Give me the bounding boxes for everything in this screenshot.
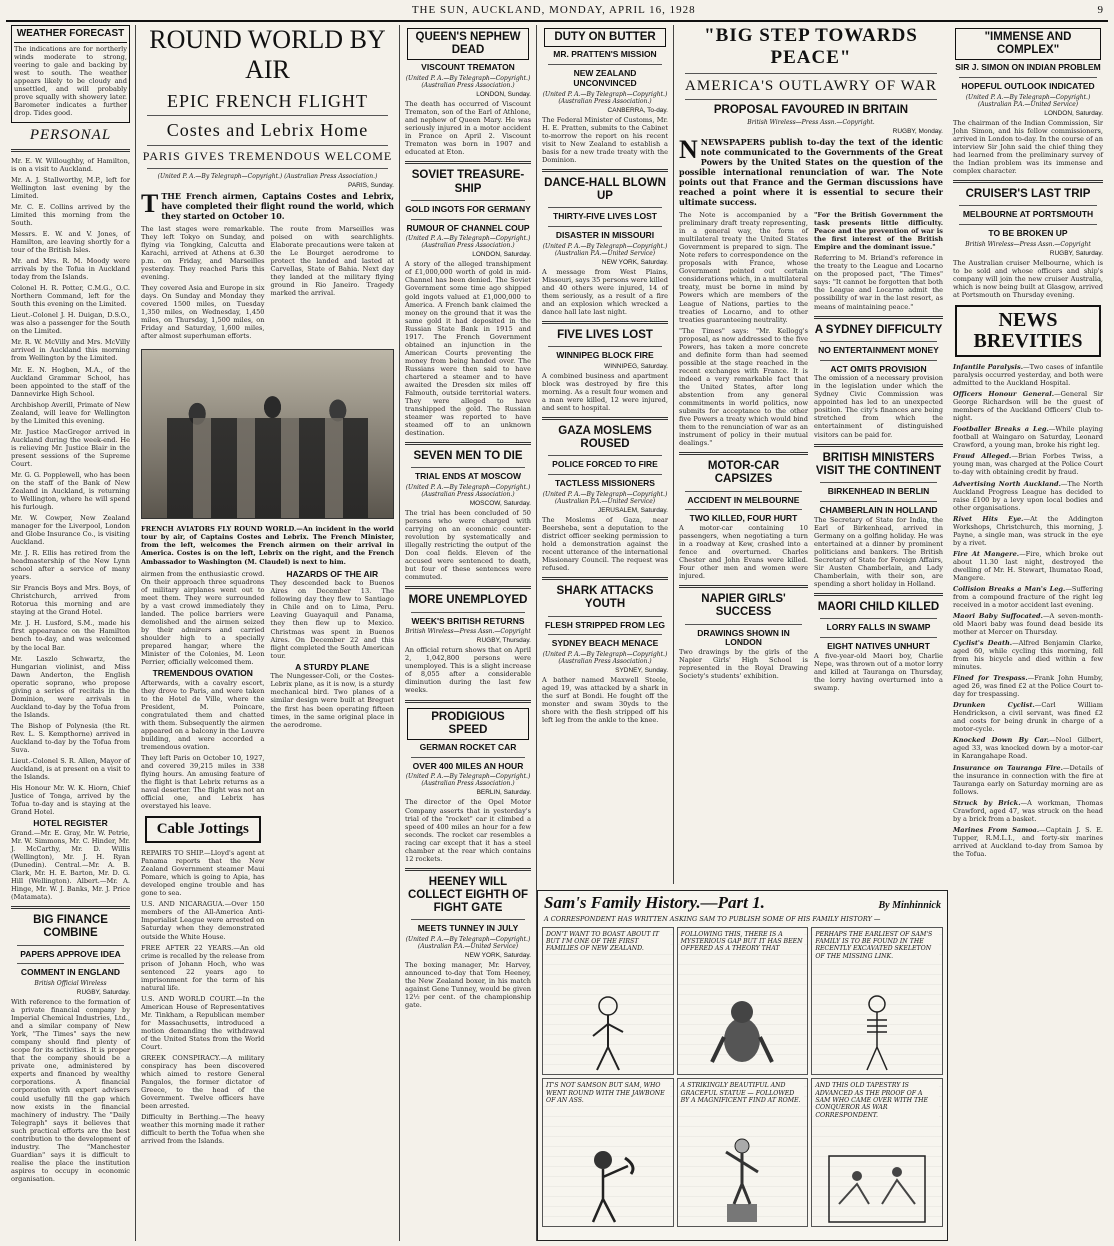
subhead: GERMAN ROCKET CAR xyxy=(419,741,517,752)
article-text: A motor-car containing 10 passengers, when negotiating a turn in a roadway at Kew, crashed into a fence and overturned. Charles Chester and John Evans were killed. Four other men and women were injured. xyxy=(679,524,808,581)
brevity-title: Knocked Down By Car. xyxy=(953,736,1050,745)
subhead: TACTLESS MISSIONERS xyxy=(555,478,655,489)
personal-item: Archbishop Averill, Primate of New Zealand, will leave for Wellington by the Limited this evening. xyxy=(11,400,130,425)
dateline: NEW YORK, Saturday. xyxy=(601,258,668,266)
subhead: DRAWINGS SHOWN IN LONDON xyxy=(697,627,790,648)
finance-dateline: RUGBY, Saturday. xyxy=(76,989,130,997)
credit: (United P. A.—By Telegraph—Copyright.) (Australian P.A.—United Service) xyxy=(542,490,668,505)
headline-prodigious-speed: PRODIGIOUS SPEED xyxy=(407,708,529,740)
credit: (United P. A.—By Telegraph—Copyright.) (Australian P.A.—United Service) xyxy=(405,936,531,951)
subhead: POLICE FORCED TO FIRE xyxy=(552,459,658,470)
flight-para: The route from Marseilles was poised on with searchlights. Elaborate precautions were taken at the Le Bourget aerodrome to protect the landed and lasted at Carvellas, State of Bahia. Next day they landed at the military flying ground in Rio Janeiro. Tragedy marked the arrival. xyxy=(270,224,394,298)
brevity-item xyxy=(953,585,1103,609)
personal-item: Lieut.-Colonel J. H. Duigan, D.S.O., was also a passenger for the South on the Limited. xyxy=(11,311,130,336)
headline-round-world: ROUND WORLD BY AIR xyxy=(149,25,386,84)
brevity-title: Footballer Breaks a Leg. xyxy=(953,425,1049,434)
brevity-title: Fraud Alleged. xyxy=(953,452,1012,461)
subhead-ovation: TREMENDOUS OVATION xyxy=(152,667,253,678)
article-text: A story of the alleged transhipment of £1,000,000 worth of gold in mid-Channel has been denied. The Soviet Government some time ago shipped gold ingots valued at £1,000,000 to America. A French bank claimed the money on the ground that it was the same gold it had deposited in the Russian State Bank in 1915 and 1917. The French Government obtained an injunction in the American Courts preventing the money from being handed over. The Russians were then said to have chartered a steamer and to have awaited the Dresden six miles off Falmouth, outside territorial waters. They were alleged to have transhipped the gold. The Russian steamer was reported to have steamed off to an unknown destination. xyxy=(405,260,531,438)
finance-credit: British Official Wireless xyxy=(34,980,107,988)
subhead: WEEK'S BRITISH RETURNS xyxy=(411,615,525,626)
article-text: "For the British Government the task presents little difficulty. Peace and the prevention of war is the first interest of the British Empire and the dominant issue." xyxy=(814,211,943,252)
personal-item: Lieut.-Colonel S. R. Allen, Mayor of Auckland, is at present on a visit to the Islands. xyxy=(11,756,130,781)
aviators-photo xyxy=(141,349,394,519)
subhead: SIR J. SIMON ON INDIAN PROBLEM xyxy=(955,62,1101,73)
article-text: The trial has been concluded of 50 persons who were charged with carrying on an economic counter-revolution by systematically and illegally restricting the output of the Don coal fields. Eleven of the accused were sentenced to death, but four of these sentences were commuted. xyxy=(405,509,531,582)
personal-heading: PERSONAL xyxy=(29,126,112,143)
dateline: RUGBY, Monday. xyxy=(892,128,943,136)
headline-immense-complex: "IMMENSE AND COMPLEX" xyxy=(955,28,1101,60)
credit: (United P. A.—By Telegraph—Copyright.) (Australian Press Association.) xyxy=(405,235,531,250)
brevity-title: Maori Baby Suffocated. xyxy=(953,611,1043,620)
headline-cruiser: CRUISER'S LAST TRIP xyxy=(965,188,1091,201)
personal-item: Mr. Justice MacGregor arrived in Auckland during the week-end. He is relieving Mr. Justice Blair in the present sessions of the Supreme Court. xyxy=(11,427,130,468)
article-text: A bather named Maxwell Steele, aged 19, was attacked by a shark in the surf at Bondi. He fought off the monster and swam 30yds to the shore with the flesh stripped off his left leg from the ankle to the knee. xyxy=(542,676,668,725)
headline-shark: SHARK ATTACKS YOUTH xyxy=(556,585,654,611)
brevity-title: Fined for Trespass. xyxy=(953,674,1028,683)
article-text: Two drawings by the girls of the Napier Girls' High School is represented in the Royal Drawing Society's students' exhibition. xyxy=(679,648,808,681)
subhead: CHAMBERLAIN IN HOLLAND xyxy=(819,504,938,515)
subhead: GOLD INGOTS FOR GERMANY xyxy=(405,203,531,214)
article-text: The boxing manager, Mr. Harvey, announced to-day that Tom Heeney, the New Zealand boxer, in his match against Gene Tunney, would be given 12½ per cent. of the championship gate. xyxy=(405,961,531,1010)
brevity-item xyxy=(953,480,1103,512)
cable-item: REPAIRS TO SHIP.—Lloyd's agent at Panama reports that the New Zealand Government steamer Maui Pomare, which is going to Apia, has developed engine trouble and has gone to sea. xyxy=(141,849,265,898)
flight-lead: TTHE French airmen, Captains Costes and Lebrix, have completed their flight round the world, which they started on October 10. xyxy=(141,188,394,221)
subhead: NEW ZEALAND UNCONVINCED xyxy=(573,67,637,88)
article-text: An official return shows that on April 2, 1,042,800 persons were unemployed. This is a slight increase of 8,055 after a considerable diminution during the last few weeks. xyxy=(405,646,531,695)
cable-item: U.S. AND NICARAGUA.—Over 150 members of the All-America Anti-Imperialist League were arrested on Saturday when they demonstrated outside the White House. xyxy=(141,900,265,941)
flight-dateline: PARIS, Sunday. xyxy=(347,181,394,189)
article-text: A message from West Plains, Missouri, says 35 persons were killed and 40 others were injured, 14 of them seriously, as a result of a fire and an explosion which wrecked a dance hall late last night. xyxy=(542,267,668,316)
personal-item: Mr. A. J. Stallworthy, M.P., left for Wellington last evening by the Limited. xyxy=(11,175,130,200)
subhead: VISCOUNT TREMATON xyxy=(421,62,515,73)
brevity-item xyxy=(953,639,1103,671)
dateline: MOSCOW, Saturday. xyxy=(469,500,531,508)
personal-item: Mr. E. W. Willoughby, of Hamilton, is on a visit to Auckland. xyxy=(11,156,130,173)
cartoon-panel-3 xyxy=(811,927,943,1076)
article-text: The Secretary of State for India, the Earl of Birkenhead, arrived in Germany on a golfing holiday. He was entertained at a dinner by prominent politicians and bankers. The British Secretary of State for Foreign Affairs, Sir Austen Chamberlain, and Lady Chamberlain, with their son, are spending a short holiday in Holland. xyxy=(814,515,943,588)
article-text: The death has occurred of Viscount Trematon, son of the Earl of Athlone, and nephew of Queen Mary. He was seriously injured in a motor accident in France on April 2. Viscount Trematon was born in 1907 and educated at Eton. xyxy=(405,100,531,157)
personal-item: Mr. E. N. Hogben, M.A., of the Auckland Grammar School, has been appointed to the staff of the Dannevirke High School. xyxy=(11,365,130,398)
panel-caption: FOLLOWING THIS, THERE IS A MYSTERIOUS GAP BUT IT HAS BEEN OFFERED AS A THEORY THAT xyxy=(680,930,803,953)
subhead: DISASTER IN MISSOURI xyxy=(555,229,655,240)
article-text: The Federal Minister of Customs, Mr. H. E. Pratten, submits to the Cabinet to-morrow the report on his recent visit to New Zealand to establish a basis for a new trade treaty with the Dominion. xyxy=(542,115,668,164)
brevity-item xyxy=(953,674,1103,698)
headline-dance-hall: DANCE-HALL BLOWN UP xyxy=(544,176,666,202)
subhead-sturdy-plane: A STURDY PLANE xyxy=(295,661,370,672)
headline-big-step: "BIG STEP TOWARDS PEACE" xyxy=(704,25,918,68)
subhead: MR. PRATTEN'S MISSION xyxy=(553,49,657,60)
brevity-text: —Frank John Humby, aged 26, was fined £2 at the Police Court to-day for trespassing. xyxy=(953,674,1103,699)
personal-item: Mr. Laszlo Schwartz, the Hungarian violinist, and Miss Dawn Anderton, the English operatic soprano, who propose giving a series of recitals in the Dominion, were arrivals in Auckland to-day by the Tofua from the Islands. xyxy=(11,654,130,719)
panel-caption: IT'S NOT SAMSON BUT SAM, WHO WENT ROUND WITH THE JAWBONE OF AN ASS. xyxy=(546,1082,670,1104)
brevity-title: Collision Breaks a Man's Leg. xyxy=(953,584,1066,593)
subhead: MELBOURNE AT PORTSMOUTH xyxy=(962,209,1094,220)
flight-para: The Nungesser-Coli, or the Costes-Lebrix plane, as it is now, is a sturdy mechanical bird. Two planes of a similar design were built at Breguet the first has been operating fifteen times, in the same original place in the aerodrome. xyxy=(270,672,394,729)
personal-item: Mr. J. H. Lusford, S.M., made his first appearance on the Hamilton bench to-day, and was welcomed by the local Bar. xyxy=(11,619,130,652)
article-text: A five-year-old Maori boy, Charlie Nepe, was thrown out of a motor lorry and killed at Tauranga on Thursday, the lorry having overturned into a swamp. xyxy=(814,651,943,692)
tapestry-icon xyxy=(827,1154,927,1224)
column-5 xyxy=(674,25,948,884)
brevity-text: —The North Auckland Progress League has decided to raise £100 by a levy upon local bodies and other organisations. xyxy=(953,479,1104,512)
dateline: SYDNEY, Sunday. xyxy=(615,667,668,675)
brevity-title: Insurance on Tauranga Fire. xyxy=(953,763,1063,772)
brevity-text: —General Sir George Richardson will be the guest of members of the Auckland Officers' Club to-night. xyxy=(953,390,1103,423)
headline-seven-men: SEVEN MEN TO DIE xyxy=(413,450,523,463)
dateline: LONDON, Saturday. xyxy=(1044,109,1103,117)
subhead: WINNIPEG BLOCK FIRE xyxy=(556,350,654,361)
brevity-item xyxy=(953,390,1103,422)
photo-caption: FRENCH AVIATORS FLY ROUND WORLD.—An incident in the world tour by air, of Captains Costes and Lebrix. The French Minister, from the left, welcomes the French airmen on their arrival in America. Costes is on the left, Lebrix on the right, and the French Ambassador to Washington (M. Claudel) is next to him. xyxy=(141,525,394,566)
finance-subhead: PAPERS APPROVE IDEA xyxy=(20,948,121,959)
dateline: BERLIN, Saturday. xyxy=(476,789,531,797)
cable-item: FREE AFTER 22 YEARS.—An old crime is recalled by the release from prison of Johann Hoch, who was sentenced 22 years ago to imprisonment for the term of his natural life. xyxy=(141,943,265,992)
article-text: A combined business and apartment block was destroyed by fire this morning. As a result four women and a man were killed, 12 were injured, and sent to hospital. xyxy=(542,371,668,412)
subhead: OVER 400 MILES AN HOUR xyxy=(412,760,524,771)
brevity-item xyxy=(953,701,1103,733)
headline-soviet-treasure: SOVIET TREASURE-SHIP xyxy=(411,169,525,195)
brevity-text: —Carl William Hendrickson, a civil servant, was fined £2 and costs for being drunk in charge of a motor-cycle. xyxy=(953,701,1103,734)
hotel-register-heading: HOTEL REGISTER xyxy=(33,818,108,829)
headline-napier: NAPIER GIRLS' SUCCESS xyxy=(701,593,786,619)
cartoon-panel-5 xyxy=(677,1078,809,1227)
brevity-text: —At the Addington Workshops, Christchurch, this morning, J. Payne, a single man, was struck in the eye by a rivet. xyxy=(953,514,1103,547)
brevities-list xyxy=(953,363,1103,858)
peace-lead: NNEWSPAPERS publish to-day the text of the identic note communicated to the Governments of the Great Powers by the United States on the question of the possible international renunciation of war. The Note points out that France and the German discussions have reached a point where it is essential to secure their ultimate success. xyxy=(679,135,943,208)
subhead: THIRTY-FIVE LIVES LOST xyxy=(553,211,657,222)
brevity-text: —Suffering from a compound fracture of the right leg received in a motor accident last evening. xyxy=(953,584,1103,609)
subhead: RUMOUR OF CHANNEL COUP xyxy=(406,222,530,233)
personal-item: Mr. and Mrs. R. M. Moody were arrivals by the Tofua in Auckland today from the Islands. xyxy=(11,257,130,282)
article-text: The chairman of the Indian Commission, Sir John Simon, and his fellow commissioners, arrived in London to-day. In the course of an interview Sir John said the chief thing they had learned from the preliminary survey of the Indian problem was its immense and complex character. xyxy=(953,118,1103,176)
article-text: "The Times" says: "Mr. Kellogg's proposal, as now addressed to the five Powers, has taken a more concrete and definite form than had seemed possible at the stage reached in the recent exchanges with France. It is indeed a very remarkable fact that the United States, after long abstention from any general commitments in world politics, now submits for acceptance to the other five Powers a treaty which would bind them to the renunciation of war as an instrument of policy in their mutual dealings." xyxy=(679,326,808,448)
article-text: The Moslems of Gaza, near Beersheba, sent a deputation to the district officer seeking permission to hold a demonstration against the recent utterance of the international Missionary Council. The request was refused. xyxy=(542,515,668,573)
brevity-item xyxy=(953,764,1103,796)
skeleton-icon xyxy=(847,992,907,1072)
credit: (United P. A.—By Telegraph—Copyright.) (Australian Press Association.) xyxy=(405,75,531,90)
credit: (United P. A.—By Telegraph—Copyright.) (Australian Press Association.) xyxy=(542,651,668,666)
flight-para: airmen from the enthusiastic crowd. On their approach three squadrons of military airplanes went out to meet them. They were surrounded by a vast crowd immediately they landed. The police barriers were demolished and the airmen seized by their admirers and carried shoulder high to a specially prepared hangar, where the Minister of the Colonies, M. Leon Perrier, officially welcomed them. xyxy=(141,569,265,666)
dateline: WINNIPEG, Saturday. xyxy=(604,362,668,370)
cartoon-panels xyxy=(538,923,947,1231)
brevity-title: Advertising North Auckland. xyxy=(953,479,1061,488)
dateline: CANBERRA, To-day. xyxy=(607,106,668,114)
credit: (United P. A.—By Telegraph—Copyright.) (Australian Press Association.) xyxy=(405,484,531,499)
news-brevities-heading: NEWS BREVITIES xyxy=(955,305,1101,357)
panel-caption: A STRIKINGLY BEAUTIFUL AND GRACEFUL STATUE — FOLLOWED BY A MAGNIFICENT FIND AT ROME. xyxy=(681,1082,805,1104)
cartoon-byline: By Minhinnick xyxy=(878,899,941,911)
subhead-french-flight: EPIC FRENCH FLIGHT xyxy=(166,90,368,111)
dateline: LONDON, Sunday. xyxy=(476,91,531,99)
brevity-title: Struck by Brick. xyxy=(953,798,1021,807)
column-4 xyxy=(537,25,674,884)
credit: (United P. A.—By Telegraph—Copyright.) (Australian P.A.—United Service) xyxy=(542,242,668,257)
dateline: NEW YORK, Saturday. xyxy=(464,952,531,960)
brevity-item xyxy=(953,736,1103,760)
brevity-text: —Brian Forbes Twiss, a young man, was charged at the Police Court to-day with obtaining credit by fraud. xyxy=(953,452,1103,477)
flight-para: They left Paris on October 10, 1927, and covered 39,215 miles in 338 flying hours. An amusing feature of the flight is that Lebrix returns as a naval deserter. The flight was not an official one, and Lebrix has overstayed his leave. xyxy=(141,753,265,811)
subhead: TO BE BROKEN UP xyxy=(988,228,1068,239)
flight-credit: (United P. A.—By Telegraph—Copyright.) (Australian Press Association.) xyxy=(157,172,378,180)
subhead: HOPEFUL OUTLOOK INDICATED xyxy=(961,81,1095,92)
cable-jottings-heading: Cable Jottings xyxy=(145,816,261,843)
subhead: TWO KILLED, FOUR HURT xyxy=(689,513,798,524)
headline-sydney: A SYDNEY DIFFICULTY xyxy=(814,323,943,336)
dateline: JERUSALEM, Saturday. xyxy=(598,506,668,514)
subhead: ACT OMITS PROVISION xyxy=(830,363,927,374)
brevity-title: Rivet Hits Eye. xyxy=(953,514,1024,523)
weather-forecast-box xyxy=(11,25,130,123)
headline-maori-child: MAORI CHILD KILLED xyxy=(817,600,940,613)
brevity-title: Drunken Cyclist. xyxy=(953,701,1035,710)
flight-para: Afterwards, with a cavalry escort, they drove to Paris, and were taken to the Hotel de Ville, where the President, M. Poincare, congratulated them and chatted with them. Subsequently the airmen appeared on a balcony in the Louvre building, and were accorded a tremendous ovation. xyxy=(141,678,265,751)
headline-heeney: HEENEY WILL COLLECT EIGHTH OF FIGHT GATE xyxy=(407,875,529,915)
masthead xyxy=(6,4,1108,22)
brevity-item xyxy=(953,425,1103,449)
statue-icon xyxy=(712,1134,772,1224)
subhead-outlawry: AMERICA'S OUTLAWRY OF WAR xyxy=(685,77,937,94)
subhead: MEETS TUNNEY IN JULY xyxy=(417,923,519,934)
brevity-text: —Fire, which broke out about 11.30 last night, destroyed the dwelling of Mr. H. Stewart, Ihumatao Road, Mangere. xyxy=(953,549,1103,582)
columns-4-5-top xyxy=(537,25,948,884)
brevity-text: —Two cases of infantile paralysis occurred yesterday, and both were admitted to the Auckland Hospital. xyxy=(953,363,1103,388)
column-3 xyxy=(400,25,537,1241)
headline-duty-butter: DUTY ON BUTTER xyxy=(544,28,666,47)
brevity-text: —While playing football at Waingaro on Saturday, Leonard Crawford, a young man, broke his right leg. xyxy=(953,425,1103,450)
brevity-item xyxy=(953,363,1103,387)
personal-item: Colonel H. R. Potter, C.M.G., O.C. Northern Command, left for the South this evening on the Limited. xyxy=(11,284,130,309)
cable-item: Difficulty in Berthing.—The heavy weather this morning made it rather difficult to berth the Tofua when she arrived from the Islands. xyxy=(141,1113,265,1146)
columns-4-5-wrap xyxy=(537,25,948,1241)
subhead: FLESH STRIPPED FROM LEG xyxy=(545,619,665,630)
weather-title: WEATHER FORECAST xyxy=(14,28,127,43)
brevity-title: Cyclist's Death. xyxy=(953,639,1013,648)
brevity-title: Officers Honour General. xyxy=(953,390,1055,399)
cartoon-intro: A CORRESPONDENT HAS WRITTEN ASKING SAM TO PUBLISH SOME OF HIS FAMILY HISTORY — xyxy=(544,914,881,923)
personal-item: Mr. W. Cowper, New Zealand manager for the Liverpool, London and Globe Insurance Co., is visiting Auckland. xyxy=(11,514,130,547)
subhead-hazards: HAZARDS OF THE AIR xyxy=(286,568,379,579)
brevity-text: —A workman, Thomas Crawford, aged 47, was struck on the head by a brick from a basket. xyxy=(953,798,1103,823)
brevity-item xyxy=(953,452,1103,476)
subhead: LORRY FALLS IN SWAMP xyxy=(826,622,931,632)
article-text: The Note is accompanied by a preliminary draft treaty representing, in a general way, the form of multilateral treaty the United States Government is prepared to sign. The Note refers to correspondence on the proposals with France, whose Government pointed out certain considerations which, in a multilateral treaty, must be borne in mind by Powers which are members of the League of Nations, parties to the treaties of Locarno, and to other treaties guaranteeing neutrality. xyxy=(679,211,808,324)
subhead: SYDNEY BEACH MENACE xyxy=(551,638,659,649)
brevity-item xyxy=(953,612,1103,636)
credit: British Wireless—Press Assn.—Copyright xyxy=(405,628,531,636)
cartoon-title: Sam's Family History.—Part 1. xyxy=(544,892,765,912)
cartoon-panel-1 xyxy=(542,927,674,1076)
panel-caption: PERHAPS THE EARLIEST OF SAM'S FAMILY IS TO BE FOUND IN THE RECENTLY EXCAVATED SKELETON OF THE MISSING LINK. xyxy=(815,931,939,961)
sams-family-history-cartoon xyxy=(537,890,948,1241)
personal-item: Messrs. E. W. and V. Jones, of Hamilton, are leaving shortly for a tour of the British Isles. xyxy=(11,230,130,255)
article-text: The Australian cruiser Melbourne, which is to be sold and whose officers and ship's company will join the new cruiser Australia, which is now being built at Glasgow, arrived at Portsmouth on Thursday evening. xyxy=(953,258,1103,300)
credit: (United P. A.—By Telegraph—Copyright.) (Australian P.A.—United Service) xyxy=(965,93,1091,108)
brevity-title: Fire At Mangere. xyxy=(953,549,1020,558)
brevity-item xyxy=(953,515,1103,547)
personal-item: Mr. R. W. McVilly and Mrs. McVilly arrived in Auckland this morning from Wellington by the Limited. xyxy=(11,338,130,363)
headline-five-lives: FIVE LIVES LOST xyxy=(557,328,653,341)
personal-item: The Bishop of Polynesia (the Rt. Rev. L. S. Kempthorne) arrived in Auckland to-day by the Tofua from Suva. xyxy=(11,721,130,754)
cable-item: U.S. AND WORLD COURT.—In the American House of Representatives Mr. Tinkham, a Republican member for Massachusetts, introduced a motion demanding the withdrawal of the United States from the World Court. xyxy=(141,994,265,1051)
weather-text: The indications are for northerly winds moderate to strong, veering to gale and backing by west to south. The weather appears likely to be cloudy and unsettled, and will probably prove squally with showery later. Barometer indicates a further drop. Tides good. xyxy=(14,44,127,117)
flight-para: They covered Asia and Europe in six days. On Sunday and Monday they covered 1500 miles, on Tuesday 1,350 miles, on Wednesday, 1,450 miles, on Thursday, 1,500 miles, on Friday and Saturday, 1,600 miles, after almost superhuman efforts. xyxy=(141,284,265,341)
subhead: BIRKENHEAD IN BERLIN xyxy=(827,485,930,496)
flight-para: They descended back to Buenos Aires on December 13. The following day they flew to Santiago in Chile and on to Lima, Peru. Leaving Guayaquil and Panama, they then flew up to Mexico. Christmas was spent in Buenos Aires. On December 22 and this flight completed the South American tour. xyxy=(270,579,394,660)
cartoon-title-row xyxy=(538,891,947,915)
column-1 xyxy=(6,25,136,1241)
subhead: ACCIDENT IN MELBOURNE xyxy=(687,494,800,505)
headline-gaza: GAZA MOSLEMS ROUSED xyxy=(558,425,652,451)
hotel-register-text: Grand.—Mr. E. Gray, Mr. W. Petrie, Mr. W. Simmons, Mr. C. Hinder, Mr. J. McCarthy, Mr. D. Willis (Wellington), Mr. J. H. Ryan (Dunedin). Central.—Mr. A. B. Clark, Mr. H. E. Barton, Mr. D. G. Hill (Wellington). Albert.—Mr. A. Hinge, Mr. W. J. Banks, Mr. J. Price (Matamata). xyxy=(11,828,130,902)
brevity-text: —Captain J. S. E. Tupper, R.M.L.I., and forty-six marines arrived at Auckland to-day from Samoa by the Tofua. xyxy=(953,825,1104,858)
cartoon-panel-4 xyxy=(542,1078,674,1227)
cartoon-panel-6 xyxy=(811,1078,943,1227)
brevity-title: Infantile Paralysis. xyxy=(953,363,1023,372)
cartoon-panel-2 xyxy=(677,927,809,1076)
brevity-item xyxy=(953,799,1103,823)
article-text: The director of the Opel Motor Company asserts that in yesterday's trial of the "rocket" car it climbed a speed of 400 miles an hour for a few seconds. The rocket car resembles a racing car except that it has a steel chamber at the rear which contains 12 rockets. xyxy=(405,798,531,863)
finance-text: With reference to the formation of a private financial company by Imperial Chemical Industries, Ltd., and a similar company of New York, "The Times" says the new company should find plenty of scope for its activities. It is proper that the company should be a private one, administered by experts and financed by wealthy corporations. A financial corporation with expert advisers could usefully fill the gap which now exists in the financial machinery of industry. The "Daily Telegraph" says it believes that such practical efforts are the best contribution to the development of industry. The "Manchester Guardian" says it is difficult to realise the place the institution aspires to occupy in economic organisation. xyxy=(11,998,130,1183)
flight-para: The last stages were remarkable. They left Tokyo on Sunday, and flying via Tongking, Calcutta and Karachi, arrived at Athens at 6.30 p.m. on Friday, and Marseilles yesterday. They reached Paris this evening. xyxy=(141,224,265,282)
brevity-text: —Details of the insurance in connection with the fire at Tauranga early on Saturday morning are as follows. xyxy=(953,763,1103,796)
subhead: NO ENTERTAINMENT MONEY xyxy=(818,344,939,355)
article-text: The omission of a necessary provision in the legislation under which the Sydney Civic Commission was appointed has led to an unexpected position. The city's finances are being stretched from which the entertainment of distinguished visitors can be paid for. xyxy=(814,374,943,439)
credit: (United P. A.—By Telegraph—Copyright.) (Australian Press Association.) xyxy=(405,773,531,788)
credit: British Wireless—Press Assn.—Copyright. xyxy=(747,119,875,127)
dateline: RUGBY, Thursday. xyxy=(476,637,531,645)
subhead-costes-lebrix: Costes and Lebrix Home xyxy=(166,120,369,141)
personal-item: Mr. G. G. Popplewell, who has been on the staff of the Bank of New Zealand in Auckland, is returning to Wellington, where he will spend his furlough. xyxy=(11,470,130,511)
personal-item: Mr. J. R. Ellis has retired from the headmastership of the New Lynn school after a service of many years. xyxy=(11,549,130,582)
cable-item: GREEK CONSPIRACY.—A military conspiracy has been discovered which aimed to restore General Pangalos, the former dictator of Greece, to the head of the Government. Twelve officers have been arrested. xyxy=(141,1053,265,1111)
dateline: RUGBY, Saturday. xyxy=(1049,249,1103,257)
brevity-text: —Alfred Benjamin Clarke, aged 60, while cycling this morning, fell from his bicycle and died within a few minutes. xyxy=(953,639,1103,672)
brevity-text: —A seven-month-old Maori baby was found dead beside its mother at Mercer on Thursday. xyxy=(953,611,1104,637)
subhead: EIGHT NATIVES UNHURT xyxy=(827,640,930,651)
brevity-title: Marines From Samoa. xyxy=(953,825,1040,834)
credit: (United P. A.—By Telegraph—Copyright.) (Australian Press Association.) xyxy=(542,90,668,105)
headline-queens-nephew: QUEEN'S NEPHEW DEAD xyxy=(407,28,529,60)
masthead-title: THE SUN, AUCKLAND, MONDAY, APRIL 16, 1928 xyxy=(411,4,696,16)
panel-caption: AND THIS OLD TAPESTRY IS ADVANCED AS THE PROOF OF A SAM WHO CAME OVER WITH THE CONQUEROR AS WAR CORRESPONDENT. xyxy=(815,1082,939,1119)
subhead-favoured: PROPOSAL FAVOURED IN BRITAIN xyxy=(713,103,909,116)
personal-item: Mr. C. E. Collins arrived by the Limited this morning from the South. xyxy=(11,202,130,227)
flight-text-columns xyxy=(141,225,394,343)
panel-caption: DON'T WANT TO BOAST ABOUT IT BUT I'M ONE OF THE FIRST FAMILIES OF NEW ZEALAND. xyxy=(546,931,670,953)
article-text: Referring to M. Briand's reference in the treaty to the League and Locarno on the proposed pact, "The Times" says: "It cannot be forgotten that both the League and Locarno admit the possibility of war in the last resort, as means of maintaining peace." xyxy=(814,254,943,311)
figure-jawbone-icon xyxy=(573,1144,643,1224)
headline-british-ministers: BRITISH MINISTERS VISIT THE CONTINENT xyxy=(815,451,942,477)
figure-ape-icon xyxy=(707,992,777,1072)
dateline: LONDON, Saturday. xyxy=(472,251,531,259)
page-number: 9 xyxy=(1097,4,1104,16)
headline-unemployed: MORE UNEMPLOYED xyxy=(408,594,528,607)
brevity-item xyxy=(953,826,1103,858)
peace-text-columns xyxy=(679,211,943,695)
figure-sam-icon xyxy=(583,992,633,1072)
column-6 xyxy=(948,25,1108,1241)
headline-motor-car: MOTOR-CAR CAPSIZES xyxy=(707,460,780,486)
subhead-paris-welcome: PARIS GIVES TREMENDOUS WELCOME xyxy=(142,149,393,164)
subhead: TRIAL ENDS AT MOSCOW xyxy=(414,471,522,482)
brevity-text: —Noel Gilbert, aged 33, was knocked down by a motor-car in Karangahape Road. xyxy=(953,736,1104,761)
finance-subhead-2: COMMENT IN ENGLAND xyxy=(20,967,121,978)
flight-text-columns-2 xyxy=(141,570,394,1149)
personal-item: Sir Francis Boys and Mrs. Boys, of Christchurch, arrived from Rotorua this morning and are staying at the Grand Hotel. xyxy=(11,584,130,617)
brevity-item xyxy=(953,550,1103,582)
credit: British Wireless—Press Assn.—Copyright xyxy=(965,240,1091,248)
personal-item: His Honour Mr. W. K. Hiorn, Chief Justice of Tonga, arrived by the Tofua to-day and is staying at the Grand Hotel. xyxy=(11,784,130,817)
column-2 xyxy=(136,25,400,1241)
finance-headline: BIG FINANCE COMBINE xyxy=(33,914,108,940)
